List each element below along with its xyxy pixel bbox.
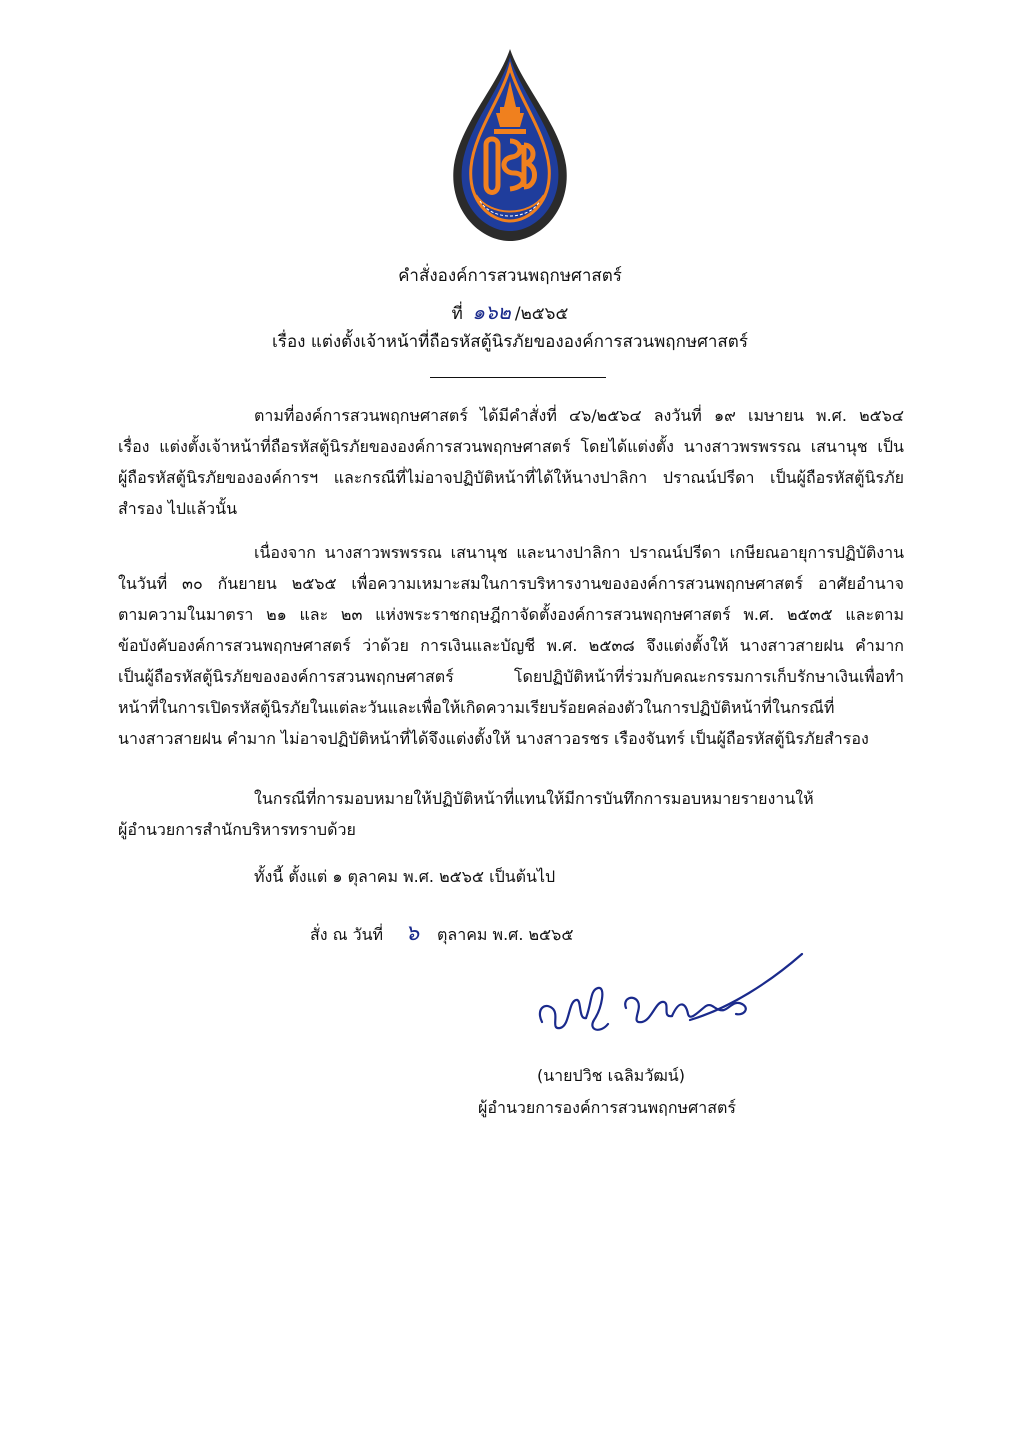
effective-date: ทั้งนี้ ตั้งแต่ ๑ ตุลาคม พ.ศ. ๒๕๖๕ เป็นต้นไป (254, 867, 556, 886)
order-day-handwritten: ๖ (405, 921, 420, 946)
order-date (310, 915, 573, 950)
order-title: คำสั่งองค์การสวนพฤกษศาสตร์ (398, 266, 622, 286)
paragraph-line: ในวันที่ ๓๐ กันยายน ๒๕๖๕ เพื่อความเหมาะสมในการบริหารงานขององค์การสวนพฤกษศาสตร์ อาศัยอำนาจ (118, 574, 904, 593)
paragraph-line: เรื่อง แต่งตั้งเจ้าหน้าที่ถือรหัสตู้นิรภัยขององค์การสวนพฤกษศาสตร์ โดยได้แต่งตั้ง นางสาวพรพรรณ เสนานุช เป็น (118, 437, 904, 456)
paragraph-line: เนื่องจาก นางสาวพรพรรณ เสนานุช และนางปาลิกา ปราณน์ปรีดา เกษียณอายุการปฏิบัติงาน (254, 543, 904, 562)
handwritten-signature (530, 950, 810, 1050)
paragraph-line: ผู้อำนวยการสำนักบริหารทราบด้วย (118, 820, 356, 839)
paragraph-appointment (118, 537, 904, 754)
organization-seal-logo (440, 45, 580, 245)
order-number-year: /๒๕๖๕ (514, 304, 569, 324)
order-number-handwritten: ๑๖๒ (472, 300, 511, 324)
paragraph-background (118, 400, 904, 524)
paragraph-line: เป็นผู้ถือรหัสตู้นิรภัยขององค์การสวนพฤกษศาสตร์ โดยปฏิบัติหน้าที่ร่วมกับคณะกรรมการเก็บรักษาเงินเพื่อทำ (118, 667, 904, 686)
paragraph-line: ตามที่องค์การสวนพฤกษศาสตร์ ได้มีคำสั่งที่ ๔๖/๒๕๖๔ ลงวันที่ ๑๙ เมษายน พ.ศ. ๒๕๖๔ (254, 406, 904, 425)
paragraph-line: ข้อบังคับองค์การสวนพฤกษศาสตร์ ว่าด้วย การเงินและบัญชี พ.ศ. ๒๕๓๘ จึงแต่งตั้งให้ นางสาวสายฝน คำมาก (118, 636, 904, 655)
paragraph-line: ในกรณีที่การมอบหมายให้ปฏิบัติหน้าที่แทนให้มีการบันทึกการมอบหมายรายงานให้ (254, 789, 814, 808)
paragraph-line: หน้าที่ในการเปิดรหัสตู้นิรภัยในแต่ละวันและเพื่อให้เกิดความเรียบร้อยคล่องตัวในการปฏิบัติหน้าที่ในกรณีที่ (118, 698, 835, 717)
order-date-prefix: สั่ง ณ วันที่ (310, 925, 384, 944)
paragraph-line: ผู้ถือรหัสตู้นิรภัยขององค์การฯ และกรณีที่ไม่อาจปฏิบัติหน้าที่ได้ให้นางปาลิกา ปราณน์ปรีดา เป็นผู้ถือรหัสตู้นิรภัย (118, 468, 904, 487)
order-number (0, 296, 1020, 328)
signer-name: (นายปวิช เฉลิมวัฒน์) (537, 1066, 685, 1085)
paragraph-line: สำรอง ไปแล้วนั้น (118, 499, 238, 518)
order-number-prefix: ที่ (451, 304, 463, 324)
paragraph-line: นางสาวสายฝน คำมาก ไม่อาจปฏิบัติหน้าที่ได้จึงแต่งตั้งให้ นางสาวอรชร เรืองจันทร์ เป็นผู้ถือรหัสตู้นิรภัยสำรอง (118, 729, 869, 748)
order-subject: เรื่อง แต่งตั้งเจ้าหน้าที่ถือรหัสตู้นิรภัยขององค์การสวนพฤกษศาสตร์ (272, 332, 748, 352)
order-date-suffix: ตุลาคม พ.ศ. ๒๕๖๕ (437, 925, 574, 944)
paragraph-line: ตามความในมาตรา ๒๑ และ ๒๓ แห่งพระราชกฤษฎีกาจัดตั้งองค์การสวนพฤกษศาสตร์ พ.ศ. ๒๕๓๕ และตาม (118, 605, 905, 624)
signer-position: ผู้อำนวยการองค์การสวนพฤกษศาสตร์ (478, 1098, 736, 1117)
divider-line (430, 377, 606, 378)
paragraph-delegation (118, 783, 904, 845)
